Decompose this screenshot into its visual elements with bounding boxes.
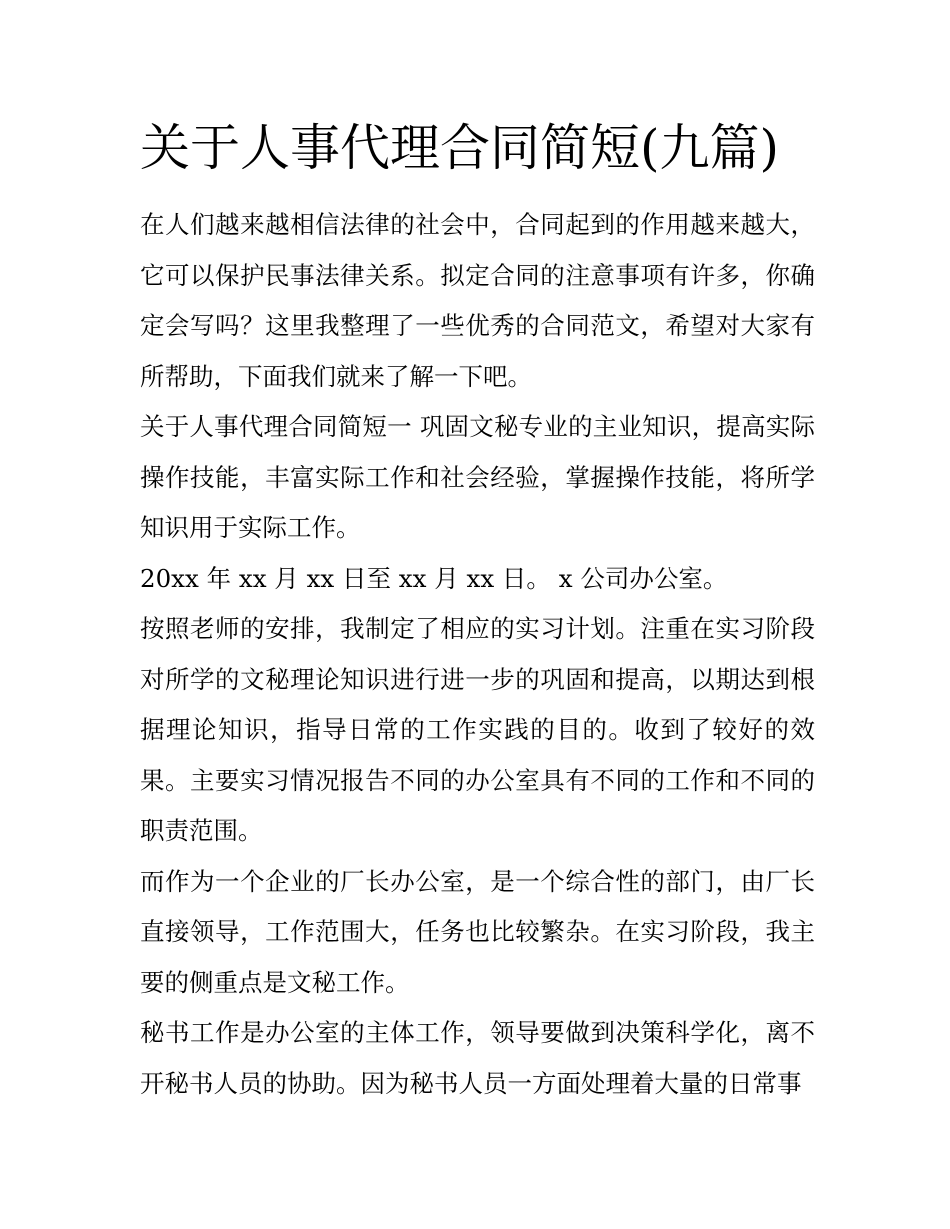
document-body bbox=[140, 200, 815, 1109]
paragraph-intro: 在人们越来越相信法律的社会中，合同起到的作用越来越大，它可以保护民事法律关系。拟定合同的注意事项有许多，你确定会写吗？这里我整理了一些优秀的合同范文，希望对大家有所帮助，下面我们就来了解一下吧。 bbox=[140, 210, 815, 391]
document-title: 关于人事代理合同简短(九篇) bbox=[140, 119, 780, 177]
paragraph-internship-plan: 按照老师的安排，我制定了相应的实习计划。注重在实习阶段对所学的文秘理论知识进行进一步的巩固和提高，以期达到根据理论知识，指导日常的工作实践的目的。收到了较好的效果。主要实习情况报告不同的办公室具有不同的工作和不同的职责范围。 bbox=[140, 614, 815, 845]
paragraph-secretary-work: 秘书工作是办公室的主体工作，领导要做到决策科学化，离不开秘书人员的协助。因为秘书人员一方面处理着大量的日常事 bbox=[140, 1018, 815, 1098]
paragraph-date-location: 20xx 年 xx 月 xx 日至 xx 月 xx 日。 x 公司办公室。 bbox=[140, 563, 728, 593]
paragraph-office-role: 而作为一个企业的厂长办公室，是一个综合性的部门，由厂长直接领导，工作范围大，任务也比较繁杂。在实习阶段，我主要的侧重点是文秘工作。 bbox=[140, 866, 815, 997]
paragraph-section-one: 关于人事代理合同简短一 巩固文秘专业的主业知识，提高实际操作技能，丰富实际工作和社会经验，掌握操作技能，将所学知识用于实际工作。 bbox=[140, 412, 815, 542]
